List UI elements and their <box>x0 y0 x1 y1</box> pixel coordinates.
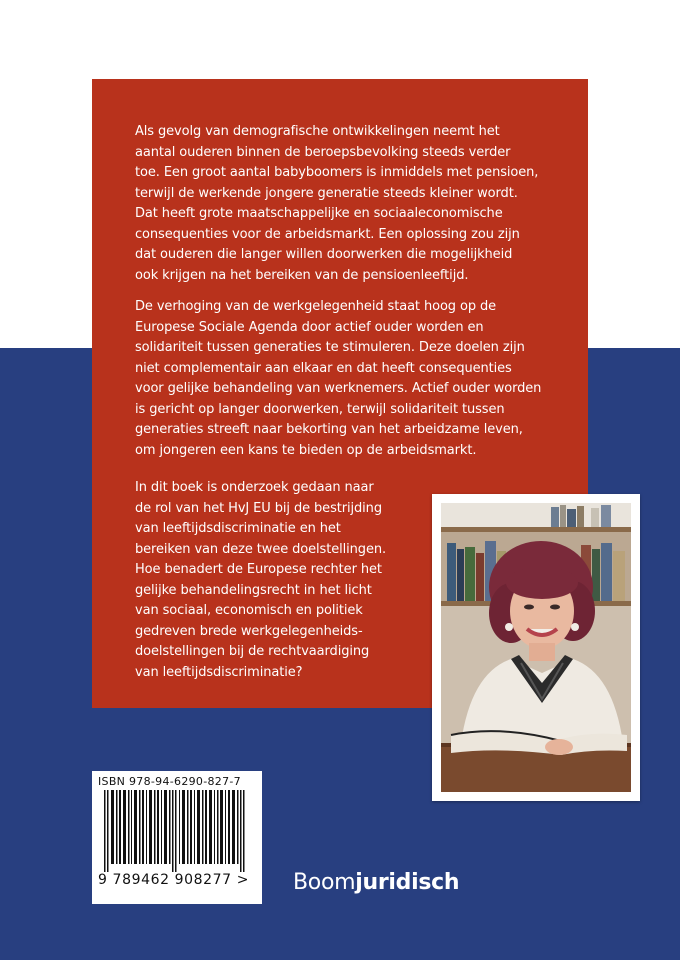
text-line: doelstellingen bij de rechtvaardiging <box>135 644 370 659</box>
text-line: Dat heeft grote maatschappelijke en sociaaleconomische <box>135 206 503 221</box>
text-line: van sociaal, economisch en politiek <box>135 603 363 618</box>
text-line: Hoe benadert de Europese rechter het <box>135 562 382 577</box>
text-line: solidariteit tussen generaties te stimuleren. Deze doelen zijn <box>135 340 525 355</box>
barcode-digits: 9 789462 908277 > <box>98 872 250 888</box>
text-line: is gericht op langer doorwerken, terwijl solidariteit tussen <box>135 401 505 417</box>
isbn-label: ISBN 978-94-6290-827-7 <box>98 775 241 788</box>
isbn-barcode <box>92 771 262 904</box>
summary-paragraph-1 <box>135 122 575 286</box>
text-line: bereiken van deze twee doelstellingen. <box>135 541 387 557</box>
publisher-logo <box>293 870 459 895</box>
publisher-logo-part1: Boom <box>293 870 356 895</box>
text-line: Als gevolg van demografische ontwikkelingen neemt het <box>135 124 500 139</box>
text-line: toe. Een groot aantal babyboomers is inmiddels met pensioen, <box>135 165 539 180</box>
barcode-icon <box>92 790 262 872</box>
author-photo <box>441 503 631 792</box>
text-line: generaties streeft naar bekorting van het arbeidzame leven, <box>135 422 523 437</box>
text-line: gelijke behandelingsrecht in het licht <box>135 582 372 598</box>
text-line: aantal ouderen binnen de beroepsbevolking steeds verder <box>135 144 511 160</box>
text-line: Europese Sociale Agenda door actief ouder worden en <box>135 319 484 335</box>
text-line: ook krijgen na het bereiken van de pensioenleeftijd. <box>135 267 469 283</box>
text-line: terwijl de werkende jongere generatie steeds kleiner wordt. <box>135 185 518 201</box>
text-line: niet complementair aan elkaar en dat heeft consequenties <box>135 360 512 376</box>
text-line: gedreven brede werkgelegenheids- <box>135 623 363 639</box>
summary-paragraph-3 <box>135 478 425 683</box>
text-line: van leeftijdsdiscriminatie? <box>135 664 303 680</box>
text-line: dat ouderen die langer willen doorwerken die mogelijkheid <box>135 247 513 262</box>
author-photo-frame <box>432 494 640 801</box>
text-line: voor gelijke behandeling van werknemers. Actief ouder worden <box>135 381 542 396</box>
text-line: de rol van het HvJ EU bij de bestrijding <box>135 500 382 516</box>
text-line: De verhoging van de werkgelegenheid staat hoog op de <box>135 299 497 314</box>
text-line: om jongeren een kans te bieden op de arbeidsmarkt. <box>135 442 477 458</box>
text-line: van leeftijdsdiscriminatie en het <box>135 521 341 536</box>
publisher-logo-part2: juridisch <box>355 870 460 895</box>
text-line: consequenties voor de arbeidsmarkt. Een oplossing zou zijn <box>135 226 520 242</box>
text-line: In dit boek is onderzoek gedaan naar <box>135 480 374 495</box>
summary-paragraph-2 <box>135 297 575 461</box>
